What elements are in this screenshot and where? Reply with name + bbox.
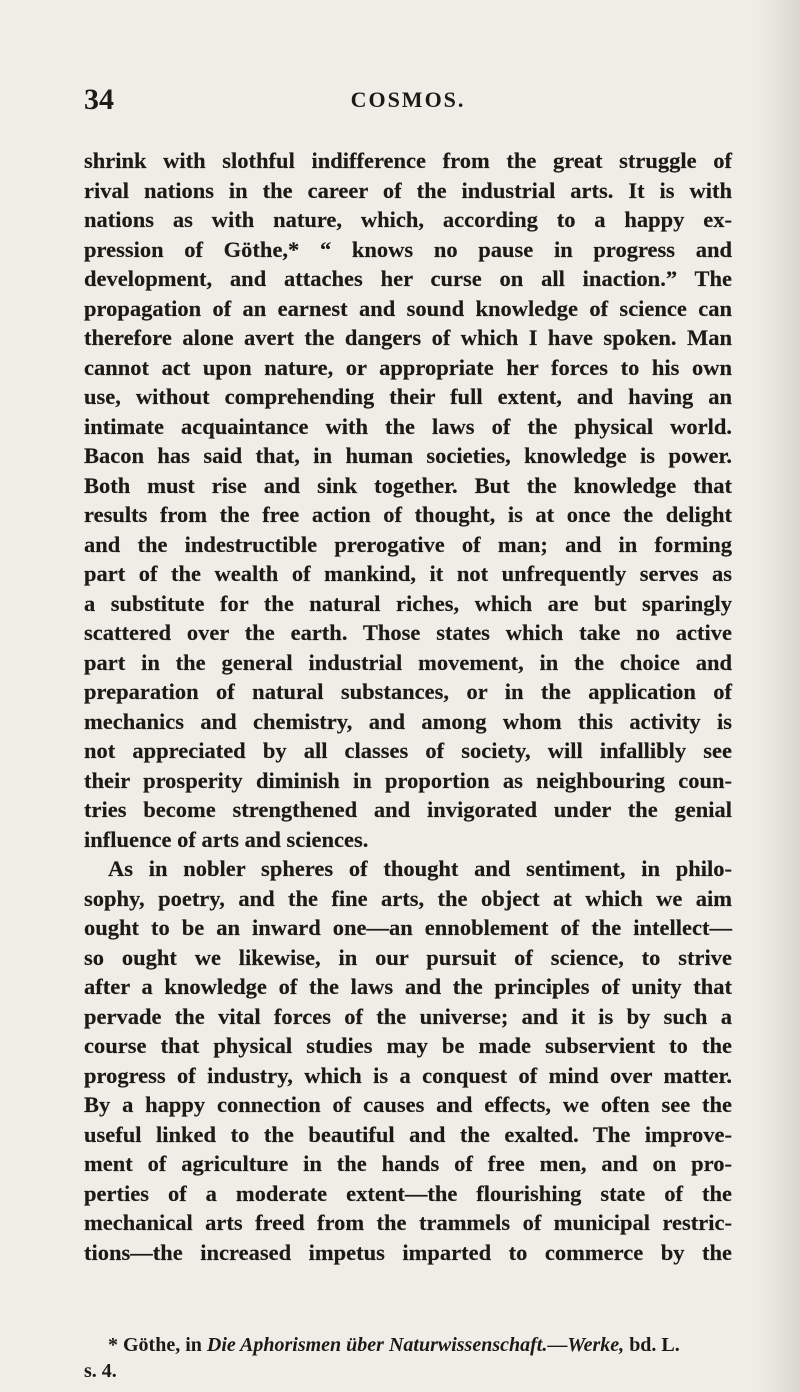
footnote-volume: bd. L.: [629, 1334, 680, 1356]
text-line: Both must rise and sink together. But the knowledge that: [84, 472, 732, 498]
text-line: useful linked to the beautiful and the exalted. The improve-: [84, 1121, 732, 1147]
text-line: intimate acquaintance with the laws of the physical world.: [84, 413, 732, 439]
body-text: [84, 146, 732, 1267]
text-line: therefore alone avert the dangers of which I have spoken. Man: [84, 325, 732, 350]
text-line: sophy, poetry, and the fine arts, the object at which we aim: [84, 885, 732, 911]
text-line: mechanics and chemistry, and among whom this activity is: [84, 708, 732, 734]
text-line: mechanical arts freed from the trammels of municipal restric-: [84, 1210, 732, 1235]
text-line: nations as with nature, which, according to a happy ex-: [84, 207, 732, 232]
text-line: pression of Göthe,* “ knows no pause in progress and: [84, 236, 732, 262]
text-line: tions—the increased impetus imparted to commerce by the: [84, 1239, 732, 1265]
text-line: shrink with slothful indifference from the great struggle of: [84, 148, 732, 173]
page-number: 34: [84, 83, 114, 116]
footnote-dash: —: [547, 1334, 568, 1356]
text-line: ment of agriculture in the hands of free men, and on pro-: [84, 1151, 732, 1176]
footnote-work-title: Die Aphorismen über Naturwissenschaft.: [206, 1334, 548, 1356]
text-line: so ought we likewise, in our pursuit of science, to strive: [84, 944, 732, 970]
text-line: preparation of natural substances, or in the application of: [84, 679, 732, 704]
text-line: not appreciated by all classes of society, will infallibly see: [84, 738, 732, 763]
text-line: scattered over the earth. Those states which take no active: [84, 620, 732, 645]
text-line: course that physical studies may be made subservient to the: [84, 1033, 732, 1058]
text-line: development, and attaches her curse on all inaction.” The: [84, 266, 732, 291]
text-line: results from the free action of thought, is at once the delight: [84, 502, 732, 527]
text-line: pervade the vital forces of the universe; and it is by such a: [84, 1003, 732, 1029]
footnote-works: Werke,: [567, 1334, 625, 1356]
text-line: part in the general industrial movement, in the choice and: [84, 649, 732, 675]
running-head: COSMOS.: [350, 87, 466, 112]
footnote-marker: *: [108, 1334, 118, 1356]
text-line: cannot act upon nature, or appropriate her forces to his own: [84, 354, 732, 380]
text-line: propagation of an earnest and sound knowledge of science can: [84, 295, 732, 321]
footnote: [84, 1332, 732, 1384]
text-line: ought to be an inward one—an ennoblement of the intellect—: [84, 915, 732, 940]
text-line: their prosperity diminish in proportion as neighbouring coun-: [84, 767, 732, 793]
text-line: Bacon has said that, in human societies, knowledge is power.: [84, 443, 732, 468]
text-line: use, without comprehending their full extent, and having an: [84, 384, 732, 409]
text-line: influence of arts and sciences.: [84, 826, 369, 852]
text-line: and the indestructible prerogative of man; and in forming: [84, 531, 732, 557]
text-line: As in nobler spheres of thought and sentiment, in philo-: [108, 856, 732, 881]
footnote-author: Göthe, in: [123, 1334, 202, 1356]
footnote-page-ref: s. 4.: [84, 1360, 117, 1382]
text-line: perties of a moderate extent—the flourishing state of the: [84, 1180, 732, 1206]
text-line: tries become strengthened and invigorated under the genial: [84, 797, 732, 822]
text-line: a substitute for the natural riches, which are but sparingly: [84, 590, 732, 616]
text-line: after a knowledge of the laws and the principles of unity that: [84, 974, 732, 999]
text-line: part of the wealth of mankind, it not unfrequently serves as: [84, 561, 732, 586]
text-line: By a happy connection of causes and effects, we often see the: [84, 1092, 732, 1117]
text-line: rival nations in the career of the industrial arts. It is with: [84, 177, 732, 203]
footnote-line: [84, 1332, 732, 1358]
page-header: [84, 80, 732, 120]
page-edge-shadow: [758, 0, 800, 1392]
text-line: progress of industry, which is a conquest of mind over matter.: [84, 1062, 732, 1088]
